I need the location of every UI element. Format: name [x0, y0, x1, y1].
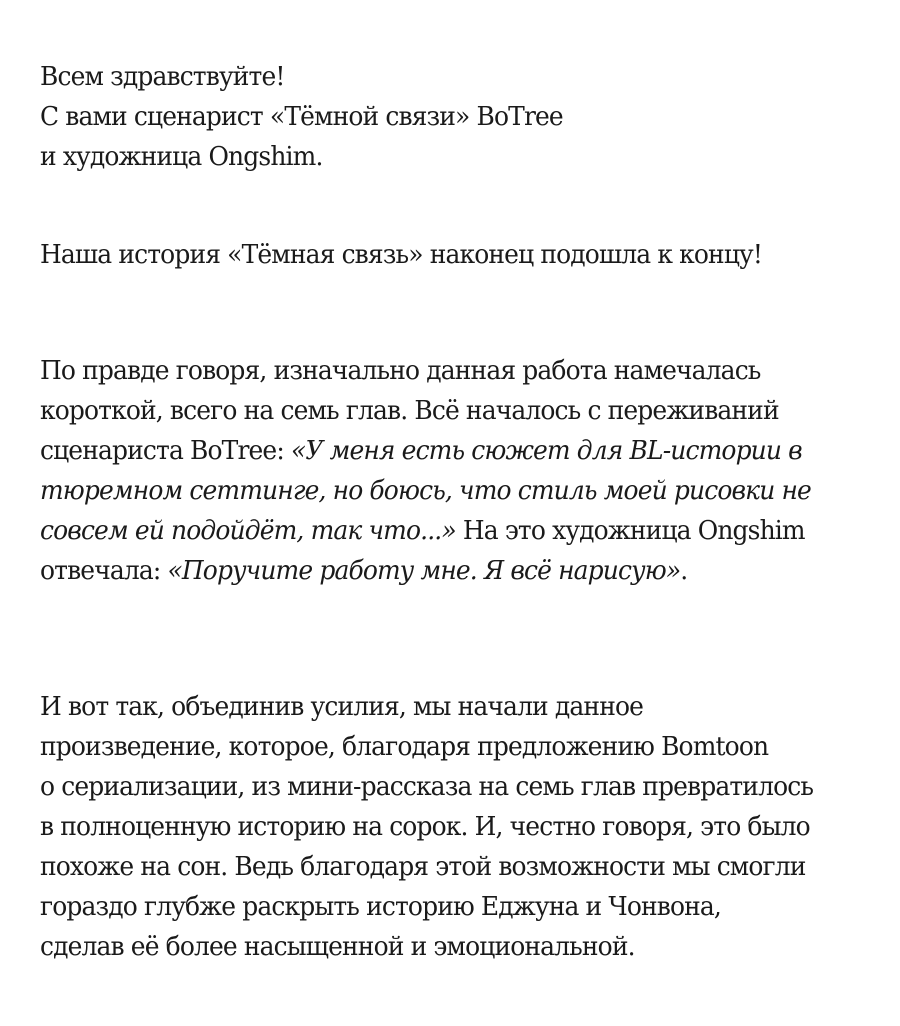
collaboration-line-3: о сериализации, из мини-рассказа на семь глав превратилось	[40, 772, 814, 802]
collaboration-line-4: в полноценную историю на сорок. И, честно говоря, это было	[40, 812, 810, 842]
origin-quote-end: совсем ей подойдёт, так что...»	[40, 516, 456, 546]
collaboration-line-5: похоже на сон. Ведь благодаря этой возможности мы смогли	[40, 852, 806, 882]
origin-line-5	[40, 512, 805, 550]
collaboration-line-1: И вот так, объединив усилия, мы начали данное	[40, 692, 644, 722]
origin-line-6	[40, 552, 687, 590]
announcement-line-1: Наша история «Тёмная связь» наконец подошла к концу!	[40, 240, 763, 270]
origin-line-1: По правде говоря, изначально данная работа намечалась	[40, 356, 761, 386]
origin-line-6-period: .	[680, 556, 688, 586]
collaboration-line-6: гораздо глубже раскрыть историю Еджуна и Чонвона,	[40, 892, 721, 922]
origin-line-2: короткой, всего на семь глав. Всё началось с переживаний	[40, 396, 779, 426]
origin-line-6-plain: отвечала:	[40, 556, 168, 586]
origin-line-4: тюремном сеттинге, но боюсь, что стиль моей рисовки не	[40, 476, 811, 506]
origin-line-5-plain: На это художница Ongshim	[455, 516, 805, 546]
collaboration-line-2: произведение, которое, благодаря предложению Bomtoon	[40, 732, 769, 762]
origin-quote-start: «У меня есть сюжет для BL-истории в	[290, 436, 802, 466]
origin-line-3	[40, 432, 802, 470]
greeting-line-3: и художница Ongshim.	[40, 142, 323, 172]
greeting-line-1: Всем здравствуйте!	[40, 62, 285, 92]
collaboration-line-7: сделав её более насыщенной и эмоциональной.	[40, 932, 635, 962]
artist-reply-quote: «Поручите работу мне. Я всё нарисую»	[167, 556, 681, 586]
greeting-line-2: С вами сценарист «Тёмной связи» BoTree	[40, 102, 563, 132]
origin-line-3-plain: сценариста BoTree:	[40, 436, 291, 466]
